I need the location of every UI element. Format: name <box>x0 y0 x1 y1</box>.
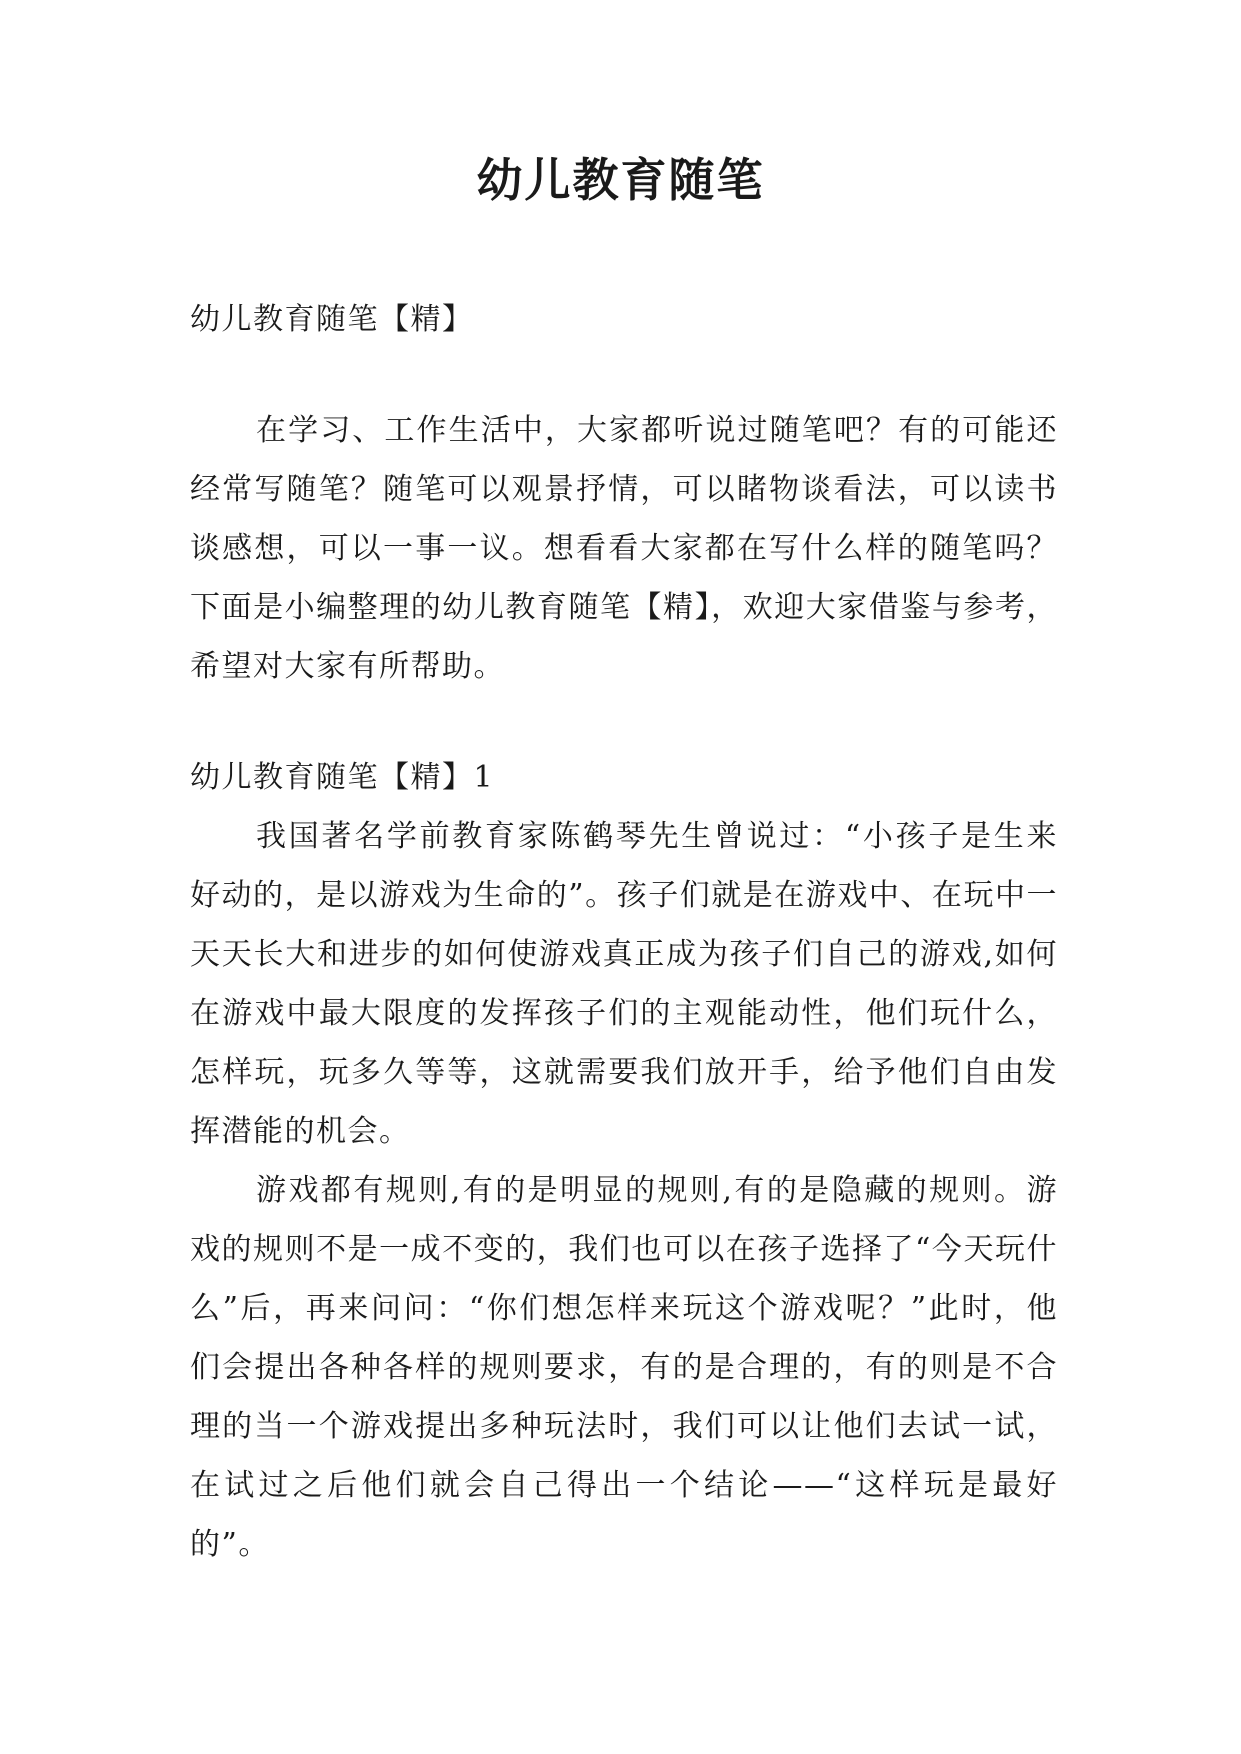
body-paragraph-2: 游戏都有规则,有的是明显的规则,有的是隐藏的规则。游戏的规则不是一成不变的，我们也可以在孩子选择了“今天玩什么”后，再来问问：“你们想怎样来玩这个游戏呢？”此时，他们会提出各种各样的规则要求，有的是合理的，有的则是不合理的当一个游戏提出多种玩法时，我们可以让他们去试一试，在试过之后他们就会自己得出一个结论——“这样玩是最好的”。 <box>190 1173 1058 1562</box>
section-heading: 幼儿教育随笔【精】1 <box>190 760 495 795</box>
document-body <box>190 290 1058 1574</box>
intro-paragraph: 在学习、工作生活中，大家都听说过随笔吧？有的可能还经常写随笔？随笔可以观景抒情，可以睹物谈看法，可以读书谈感想，可以一事一议。想看看大家都在写什么样的随笔吗？下面是小编整理的幼儿教育随笔【精】，欢迎大家借鉴与参考，希望对大家有所帮助。 <box>190 413 1058 684</box>
body-paragraph-1: 我国著名学前教育家陈鹤琴先生曾说过：“小孩子是生来好动的，是以游戏为生命的”。孩子们就是在游戏中、在玩中一天天长大和进步的如何使游戏真正成为孩子们自己的游戏,如何在游戏中最大限度的发挥孩子们的主观能动性，他们玩什么，怎样玩，玩多久等等，这就需要我们放开手，给予他们自由发挥潜能的机会。 <box>190 819 1058 1149</box>
document-subtitle: 幼儿教育随笔【精】 <box>190 302 474 337</box>
document-title: 幼儿教育随笔 <box>476 153 765 207</box>
